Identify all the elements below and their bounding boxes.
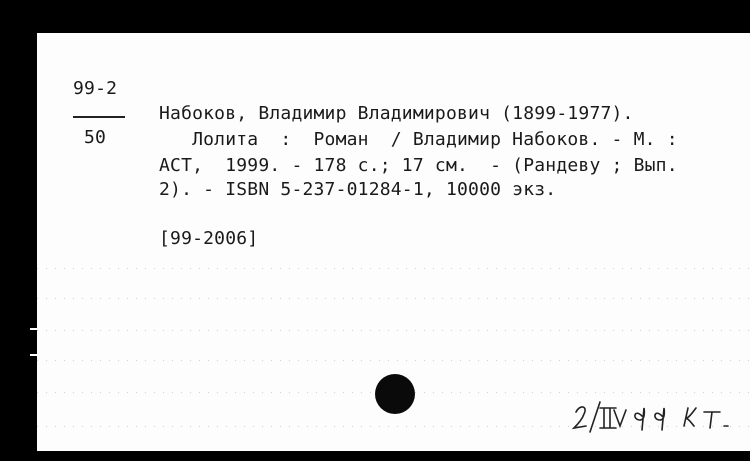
faint-ruling [37, 268, 750, 269]
shelf-mark-divider [73, 116, 125, 118]
isbn-line: 2). - ISBN 5-237-01284-1, 10000 экз. [159, 179, 557, 200]
edge-mark [30, 328, 37, 330]
handwritten-note [570, 398, 740, 434]
author-heading: Набоков, Владимир Владимирович (1899-1977). [159, 103, 634, 124]
publication-line: АСТ, 1999. - 178 с.; 17 см. - (Рандеву ; Вып. [159, 155, 678, 176]
title-line: Лолита : Роман / Владимир Набоков. - М. : [159, 129, 678, 150]
faint-ruling [37, 330, 750, 331]
shelf-mark-top: 99-2 [73, 78, 118, 99]
edge-mark [30, 354, 37, 356]
card-punch-hole [375, 374, 415, 414]
registration-number: [99-2006] [159, 228, 259, 249]
faint-ruling [37, 298, 750, 299]
shelf-mark-bottom: 50 [84, 127, 107, 148]
faint-ruling [37, 360, 750, 361]
